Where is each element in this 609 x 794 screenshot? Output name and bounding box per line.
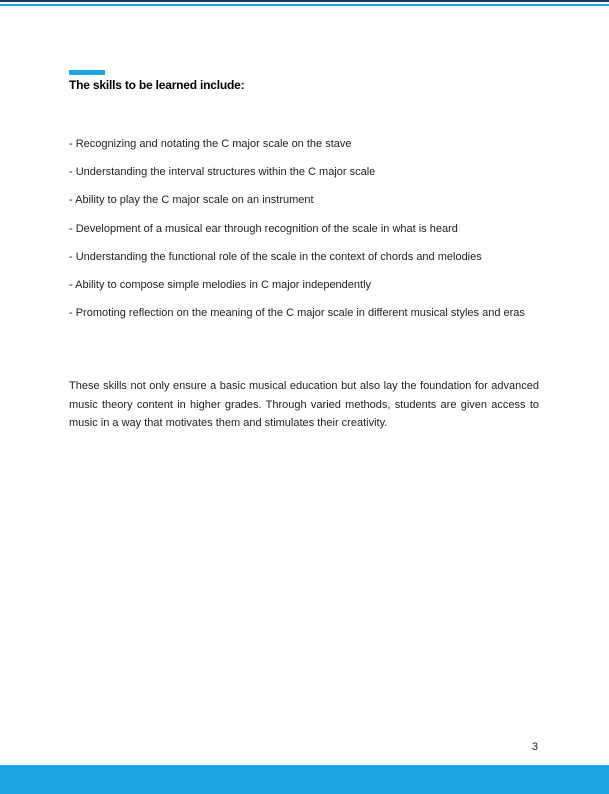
skill-item: - Ability to compose simple melodies in C major independently <box>69 278 372 291</box>
skill-item: - Understanding the functional role of the scale in the context of chords and melodies <box>69 250 482 263</box>
footer-bar <box>0 765 609 794</box>
top-rule-accent <box>0 4 609 6</box>
top-rule-dark <box>0 0 609 2</box>
summary-paragraph: These skills not only ensure a basic musical education but also lay the foundation for advanced music theory content in higher grades. Through varied methods, students are given access to music in a way that motivates them and stimulates their creativity. <box>69 380 539 429</box>
heading-accent-bar <box>69 70 105 75</box>
page-number: 3 <box>531 741 538 753</box>
skill-item: - Development of a musical ear through recognition of the scale in what is heard <box>69 222 458 235</box>
section-heading: The skills to be learned include: <box>69 78 245 92</box>
skill-item: - Understanding the interval structures within the C major scale <box>69 166 376 179</box>
skill-item: - Promoting reflection on the meaning of the C major scale in different musical styles and eras <box>69 307 525 320</box>
skill-item: - Ability to play the C major scale on an instrument <box>69 194 314 207</box>
skills-list <box>69 134 539 331</box>
skill-item: - Recognizing and notating the C major scale on the stave <box>69 138 352 150</box>
